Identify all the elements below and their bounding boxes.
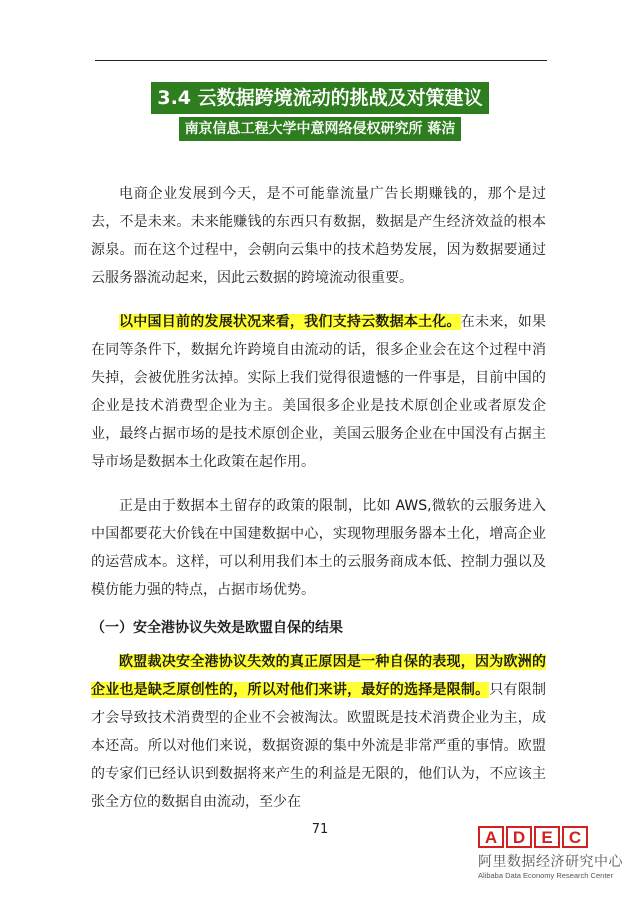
page-title: 3.4 云数据跨境流动的挑战及对策建议 (151, 82, 488, 114)
paragraph-2 (91, 308, 546, 476)
logo-letters (478, 826, 635, 848)
highlighted-text: 以中国目前的发展状况来看，我们支持云数据本土化。 (119, 314, 461, 330)
author-line: 南京信息工程大学中意网络侵权研究所 蒋洁 (179, 117, 462, 141)
page-number: 71 (311, 822, 329, 837)
logo-text-chinese: 阿里数据经济研究中心 (478, 854, 623, 870)
paragraph-1: 电商企业发展到今天，是不可能靠流量广告长期赚钱的，那个是过去，不是未来。未来能赚钱的东西只有数据，数据是产生经济效益的根本源泉。而在这个过程中，会朝向云集中的技术趋势发展，因为数据要通过云服务器流动起来，因此云数据的跨境流动很重要。 (91, 186, 546, 286)
logo-letter: D (506, 826, 532, 848)
logo-letter: C (562, 826, 588, 848)
paragraph-3: 正是由于数据本土留存的政策的限制，比如 AWS,微软的云服务进入中国都要花大价钱在中国建数据中心，实现物理服务器本土化，增高企业的运营成本。这样，可以利用我们本土的云服务商成本低、控制力强以及模仿能力强的特点，占据市场优势。 (91, 498, 546, 598)
paragraph-4 (91, 648, 546, 816)
title-block (0, 82, 640, 141)
logo-text-english: Alibaba Data Economy Research Center (478, 871, 614, 880)
header-rule (95, 60, 547, 61)
article-body (91, 180, 546, 832)
highlighted-text: 欧盟裁决安全港协议失效的真正原因是一种自保的表现，因为欧洲的企业也是缺乏原创性的，所以对他们来讲，最好的选择是限制。 (91, 654, 546, 698)
section-heading: （一）安全港协议失效是欧盟自保的结果 (91, 620, 343, 636)
logo-letter: A (478, 826, 504, 848)
logo-letter: E (534, 826, 560, 848)
paragraph-text: 在未来，如果在同等条件下，数据允许跨境自由流动的话，很多企业会在这个过程中消失掉，会被优胜劣汰掉。实际上我们觉得很遗憾的一件事是，目前中国的企业是技术消费型企业为主。美国很多企业是技术原创企业或者原发企业，最终占据市场的是技术原创企业，美国云服务企业在中国没有占据主导市场是数据本土化政策在起作用。 (91, 314, 547, 470)
paragraph-text: 只有限制才会导致技术消费型的企业不会被淘汰。欧盟既是技术消费企业为主，成本还高。所以对他们来说，数据资源的集中外流是非常严重的事情。欧盟的专家们已经认识到数据将来产生的利益是无限的，他们认为，不应该主张全方位的数据自由流动，至少在 (91, 682, 547, 810)
adec-logo (460, 826, 635, 880)
